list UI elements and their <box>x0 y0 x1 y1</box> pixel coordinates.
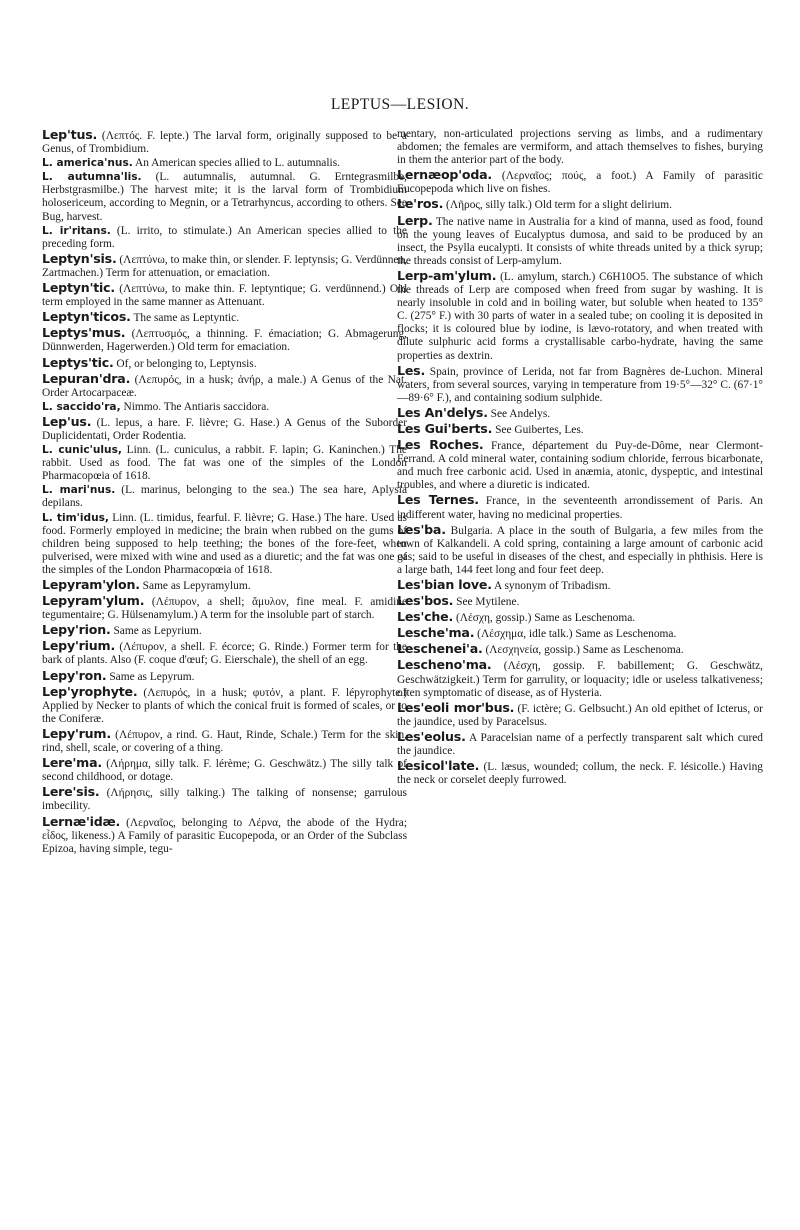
entry <box>397 364 763 405</box>
definition: France, in the seventeenth arrondissement of Paris. An indifferent water, having no medicinal properties. <box>397 495 763 521</box>
definition: Linn. (L. timidus, fearful. F. lièvre; G. Hase.) The hare. Used as food. Formerly employed in medicine; the brain when rubbed on the gums of children being supposed to help teething; the bones of the fore-feet, when pulverised, were mixed with wine and used as a diuretic; and the fat was one of the simples of the London Pharmacopœia of 1618. <box>42 511 407 576</box>
definition: Spain, province of Lerida, not far from Bagnères de-Luchon. Mineral waters, from several sources, varying in temperature from 19·5°—32° C. (67·1°—89·6° F.), and containing sodium sulphide. <box>397 365 763 404</box>
entry <box>397 269 763 363</box>
entry <box>42 281 407 309</box>
headword: L. america'nus. <box>42 157 133 170</box>
headword: L. mari'nus. <box>42 484 116 497</box>
entry <box>397 730 763 758</box>
entry <box>397 438 763 492</box>
entry <box>397 214 763 268</box>
entry <box>397 422 763 437</box>
headword: Lepyram'ylum. <box>42 593 145 609</box>
entry <box>42 415 407 443</box>
definition: (Λέσχη, gossip. F. babillement; G. Geschwätz, Geschwätzigkeit.) Term for garrulity, or loquacity; idle or useless talkativeness; often symptomatic of disease, as of Hysteria. <box>397 660 763 699</box>
entry <box>42 401 407 414</box>
definition: (L. amylum, starch.) C6H10O5. The substance of which the threads of Lerp are composed when freed from sugar by washing. It is nearly insoluble in cold and in boiling water, but soluble when heated to 135° C. (275° F.) with 30 parts of water in a sealed tube; on cooling it is deposited in flocks; it is coloured blue by iodine, is lævo-rotatory, and when treated with dilute sulphuric acid forms a crystallisable carbo-hydrate, having the same properties as dextrin. <box>397 270 763 362</box>
headword: Lernæ'idæ. <box>42 813 121 829</box>
definition: mentary, non-articulated projections serving as limbs, and a rudimentary abdomen; the females are vermiform, and attach themselves to fishes, burying in them the anterior part of the body. <box>397 128 763 167</box>
headword: Lerp-am'ylum. <box>397 267 497 283</box>
definition: (Λέσχημα, idle talk.) Same as Leschenoma. <box>477 628 677 641</box>
headword: Les'eolus. <box>397 728 466 744</box>
entry <box>42 594 407 622</box>
entry <box>42 512 407 577</box>
headword: Leptyn'sis. <box>42 250 117 266</box>
definition: The native name in Australia for a kind of manna, used as food, found on the young leaves of Eucalyptus dumosa, and said to be produced by an insect, the Psylla eucalypti. It consists of white threads united by a thick syrup; the threads consist of Lerp-amylum. <box>397 215 763 267</box>
entry <box>42 252 407 280</box>
headword: L. tim'idus, <box>42 511 109 524</box>
headword: Lere'ma. <box>42 755 102 771</box>
definition: (Λεπτύνω, to make thin, or slender. F. leptynsis; G. Verdünnen, Zartmachen.) Term for attenuation, or emaciation. <box>42 253 408 279</box>
entry <box>397 493 763 521</box>
headword: L. autumna'lis. <box>42 171 142 184</box>
headword: Lepy'rum. <box>42 725 111 741</box>
definition: Linn. (L. cuniculus, a rabbit. F. lapin; G. Kaninchen.) The rabbit. Used as food. The fat was one of the simples of the London Pharmacopœia of 1618. <box>42 444 407 483</box>
headword: Lep'tus. <box>42 127 98 142</box>
entry <box>42 623 407 638</box>
entry <box>42 639 407 667</box>
definition: A synonym of Tribadism. <box>494 580 611 592</box>
headword: Leptyn'tic. <box>42 280 116 296</box>
headword: Les. <box>397 362 426 378</box>
headword: Les An'delys. <box>397 404 488 420</box>
headword: Les'eoli mor'bus. <box>397 699 515 715</box>
headword: Les'bos. <box>397 593 454 609</box>
headword: Les'bian love. <box>397 577 492 592</box>
headword: Leptyn'ticos. <box>42 309 131 325</box>
page-header: LEPTUS—LESION. <box>330 96 470 113</box>
definition: (Λερναῖος; πούς, a foot.) A Family of parasitic Eucopepoda which live on fishes. <box>397 170 763 196</box>
headword: Lepuran'dra. <box>42 370 131 386</box>
entry <box>42 171 407 223</box>
definition: (Λεπτυσμός, a thinning. F. émaciation; G. Abmagerung, Dünnwerden, Hagerwerden.) Old term for emaciation. <box>42 328 407 354</box>
definition: A Paracelsian name of a perfectly transparent salt which cured the jaundice. <box>397 731 763 758</box>
definition: (Λεπτός. F. lepte.) The larval form, originally supposed to be a Genus, of Trombidium. <box>42 130 407 156</box>
definition: (Λέσχη, gossip.) Same as Leschenoma. <box>455 612 636 625</box>
definition: (Λήρημα, silly talk. F. lérème; G. Geschwätz.) The silly talk of second childhood, or dotage. <box>42 758 407 784</box>
entry <box>42 356 407 371</box>
headword: Lepy'ron. <box>42 667 107 683</box>
headword: Lesche'ma. <box>397 625 475 641</box>
entry <box>397 626 763 641</box>
definition: Same as Lepyrium. <box>113 625 202 638</box>
definition: (Λῆρος, silly talk.) Old term for a slight delirium. <box>446 199 672 212</box>
headword: Les'ba. <box>397 521 446 537</box>
entry <box>42 444 407 483</box>
definition: See Andelys. <box>490 407 551 420</box>
definition: France, département du Puy-de-Dôme, near Clermont-Ferrand. A cold mineral water, containing sodium chloride, ferrous bicarbonate, and much free carbonic acid. Used in anæmia, atonic, dyspeptic, and intestinal troubles, and where a diuretic is indicated. <box>397 440 763 492</box>
definition: (Λήρησις, silly talking.) The talking of nonsense; garrulous imbecility. <box>42 787 407 813</box>
definition: (F. ictère; G. Gelbsucht.) An old epithet of Icterus, or the jaundice, used by Paracelsus. <box>397 702 763 728</box>
definition: (Λεσχηνεία, gossip.) Same as Leschenoma. <box>485 644 684 657</box>
headword: Lepy'rion. <box>42 622 111 638</box>
headword: Les Ternes. <box>397 492 479 508</box>
definition: An American species allied to L. autumnalis. <box>135 157 340 170</box>
right-column <box>397 128 763 788</box>
entry <box>42 372 407 400</box>
headword: Lesicol'late. <box>397 758 480 774</box>
definition: (L. autumnalis, autumnal. G. Erntegrasmilbe, Herbstgrasmilbe.) The harvest mite; it is the larval form of Trombidium holosericeum, according to Megnin, or a Tetrarhyncus, according to others. See Bug, harvest. <box>42 171 408 223</box>
entry <box>42 685 407 726</box>
headword: Les Gui'berts. <box>397 420 493 436</box>
headword: Lerp. <box>397 212 433 228</box>
left-column <box>42 128 407 857</box>
definition: (Λέπυρον, a shell. F. écorce; G. Rinde.) Former term for the bark of plants. Also (F. coque d'œuf; G. Eierschale), the shell of an egg. <box>42 641 407 667</box>
entry <box>42 815 407 856</box>
headword: Leptys'mus. <box>42 325 126 341</box>
definition: (L. irrito, to stimulate.) An American species allied to the preceding form. <box>42 224 407 250</box>
headword: Le'ros. <box>397 196 444 212</box>
entry <box>42 578 407 593</box>
definition: See Guibertes, Les. <box>495 423 584 436</box>
headword: Lep'us. <box>42 413 92 429</box>
definition: Of, or belonging to, Leptynsis. <box>116 357 257 370</box>
definition: (Λεπυρός, in a husk; ἀνήρ, a male.) A Genus of the Nat. Order Artocarpaceæ. <box>42 373 407 399</box>
entry <box>397 168 763 196</box>
headword: Lepy'rium. <box>42 638 116 654</box>
definition: (L. marinus, belonging to the sea.) The sea hare, Aplysia depilans. <box>42 484 407 510</box>
entry <box>42 310 407 325</box>
definition: Nimmo. The Antiaris saccidora. <box>123 400 270 413</box>
entry <box>42 756 407 784</box>
headword: Lepyram'ylon. <box>42 577 140 592</box>
entry <box>397 701 763 729</box>
entry <box>42 326 407 354</box>
definition: (L. lepus, a hare. F. lièvre; G. Hase.) A Genus of the Suborder Duplicidentati, Order Rodentia. <box>42 416 407 442</box>
headword: Les'che. <box>397 609 454 625</box>
entry-continuation <box>397 128 763 167</box>
headword: L. cunic'ulus, <box>42 444 122 457</box>
definition: Bulgaria. A place in the south of Bulgaria, a few miles from the town of Kalkandeli. A cold spring, containing a large amount of carbonic acid gas; said to be useful in diseases of the chest, and especially in phthisis. Here is a large bath, 144 feet long and four feet deep. <box>397 524 763 576</box>
entry <box>42 484 407 510</box>
entry <box>397 406 763 421</box>
definition: (L. læsus, wounded; collum, the neck. F. lésicolle.) Having the neck or corselet deeply furrowed. <box>397 761 763 787</box>
entry <box>397 759 763 787</box>
definition: (Λεπτύνω, to make thin. F. leptyntique; G. verdünnend.) Old term employed in the same manner as Attenuant. <box>42 283 407 309</box>
headword: Lescheno'ma. <box>397 657 492 673</box>
entry <box>397 578 763 593</box>
entry <box>42 669 407 684</box>
entry <box>397 658 763 699</box>
headword: Leptys'tic. <box>42 354 114 370</box>
definition: (Λεπυρός, in a husk; φυτόν, a plant. F. lépyrophyte.) Applied by Necker to plants of which the conical fruit is formed of scales, or to the Coniferæ. <box>42 686 407 725</box>
headword: Lere'sis. <box>42 784 100 800</box>
headword: Les Roches. <box>397 437 484 453</box>
definition: Same as Lepyrum. <box>109 670 195 683</box>
entry <box>397 197 763 212</box>
entry <box>397 642 763 657</box>
entry <box>42 727 407 755</box>
headword: Lernæop'oda. <box>397 167 493 183</box>
headword: Lep'yrophyte. <box>42 683 138 699</box>
definition: Same as Lepyramylum. <box>142 580 251 592</box>
entry <box>42 128 407 156</box>
definition: (Λερναῖος, belonging to Λέρνα, the abode of the Hydra; εἶδος, likeness.) A Family of parasitic Eucopepoda, or an Order of the Subclass Epizoa, having simple, tegu- <box>42 816 408 855</box>
definition: See Mytilene. <box>456 596 520 609</box>
entry <box>42 225 407 251</box>
definition: (Λέπυρον, a shell; ἄμυλον, fine meal. F. amidine tegumentaire; G. Hülsenamylum.) A term for the insoluble part of starch. <box>42 596 407 622</box>
headword: Leschenei'a. <box>397 641 483 657</box>
entry <box>397 594 763 609</box>
entry <box>42 785 407 813</box>
entry <box>42 157 407 170</box>
entry <box>397 610 763 625</box>
definition: (Λέπυρον, a rind. G. Haut, Rinde, Schale.) Term for the skin, rind, shell, scale, or covering of a thing. <box>42 728 407 755</box>
headword: L. ir'ritans. <box>42 224 111 237</box>
definition: The same as Leptyntic. <box>133 312 240 325</box>
headword: L. saccido'ra, <box>42 400 121 413</box>
entry <box>397 523 763 577</box>
